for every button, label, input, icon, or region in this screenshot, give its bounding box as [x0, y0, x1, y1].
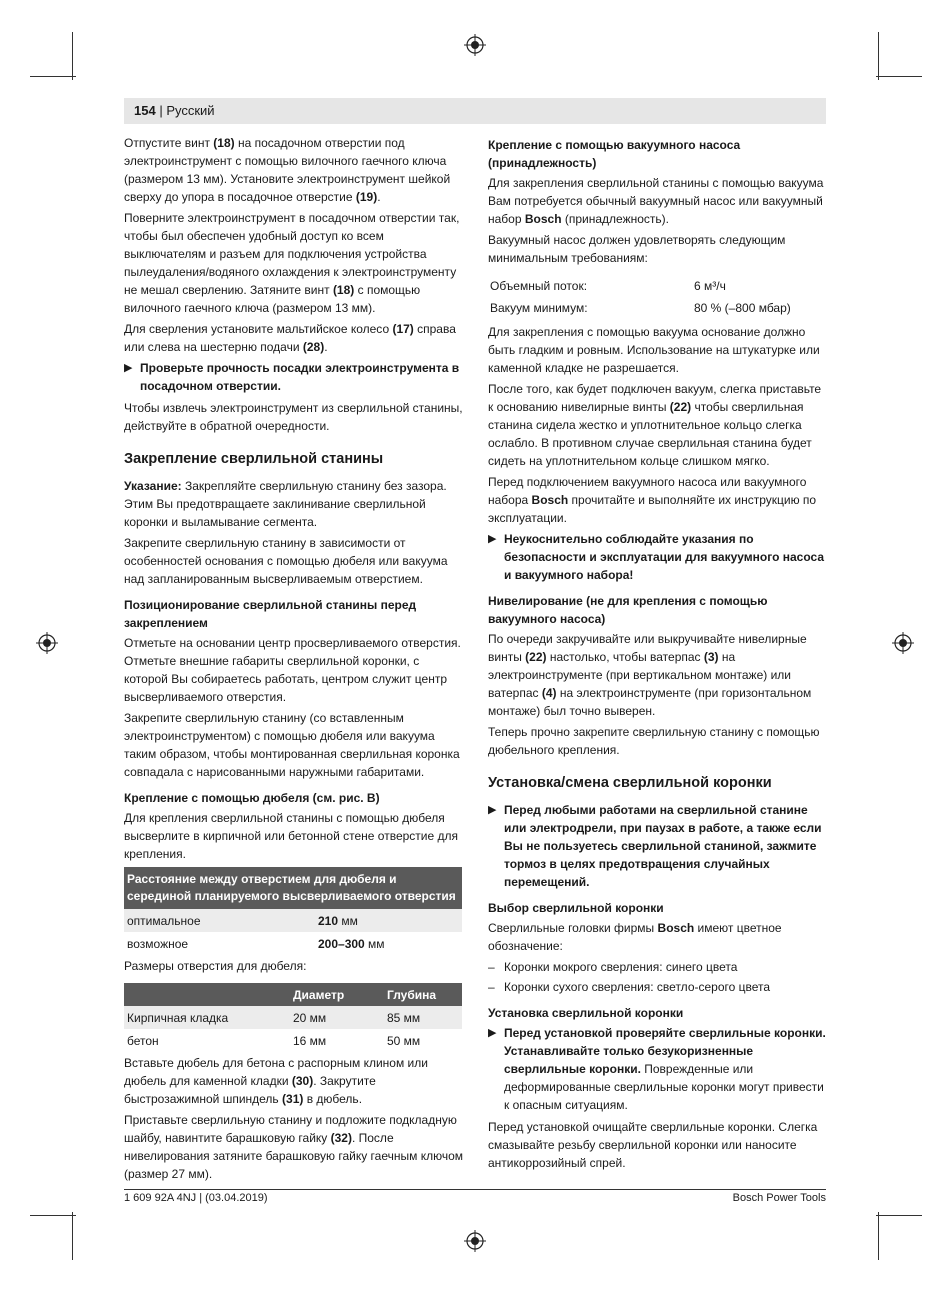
section-heading: Закрепление сверлильной станины: [124, 451, 384, 467]
paragraph: Для крепления сверлильной станины с помощью дюбеля высверлите в кирпичной или бетонной стене отверстие для крепления.: [124, 811, 459, 861]
left-column: [124, 134, 464, 1186]
registration-mark-icon: [464, 34, 486, 56]
triangle-bullet-icon: ▶: [124, 362, 133, 374]
list-item: – Коронки сухого сверления: светло-серого цвета: [488, 980, 771, 994]
warning-bullet: ▶ Неукоснительно соблюдайте указания по безопасности и эксплуатации для вакуумного насоса и вакуумного набора!: [488, 532, 825, 582]
crop-mark: [30, 76, 76, 77]
paragraph: Перед установкой очищайте сверлильные коронки. Слегка смазывайте резьбу сверлильной коронки или наносите антикоррозийный спрей.: [488, 1120, 818, 1170]
paragraph: Отметьте на основании центр просверливаемого отверстия. Отметьте внешние габариты сверлильной коронки, с которой Вы собираетесь работать, центром служит центр высверливаемого отверстия.: [124, 636, 461, 704]
subsection-heading: Крепление с помощью вакуумного насоса (принадлежность): [488, 138, 741, 170]
footer-brand: Bosch Power Tools: [732, 1192, 826, 1204]
paragraph: Вставьте дюбель для бетона с распорным клином или дюбель для каменной кладки (30). Закрутите быстрозажимной шпиндель (31) в дюбель.: [124, 1056, 428, 1106]
triangle-bullet-icon: ▶: [488, 804, 497, 816]
table-row: Вакуум минимум: 80 % (–800 мбар): [490, 301, 791, 315]
table-row: бетон 16 мм 50 мм: [127, 1033, 421, 1048]
vacuum-spec-table: [488, 275, 826, 319]
triangle-bullet-icon: ▶: [488, 1027, 497, 1039]
subsection-heading: Установка сверлильной коронки: [488, 1006, 684, 1020]
right-column: [488, 134, 828, 1175]
crop-mark: [30, 1215, 76, 1216]
paragraph: Вакуумный насос должен удовлетворять следующим минимальным требованиям:: [488, 233, 786, 265]
table-row: оптимальное 210 мм: [124, 909, 462, 932]
page-header-bar: [124, 98, 826, 124]
warning-bullet: ▶ Проверьте прочность посадки электроинструмента в посадочном отверстии.: [124, 361, 460, 393]
paragraph: Закрепите сверлильную станину в зависимости от особенностей основания с помощью дюбеля или вакуума над запланированным высверливаемым отверстием.: [124, 536, 448, 586]
paragraph: После того, как будет подключен вакуум, слегка приставьте к основанию нивелирные винты (22) чтобы сверлильная станина сидела жестко и уплотнительное кольцо слегка ослабло. В противном случае сверлильная станина будет сидеть на уплотнительном кольце слишком мягко.: [488, 382, 822, 468]
dowel-hole-size-table: [124, 983, 462, 1052]
paragraph: Отпустите винт (18) на посадочном отверстии под электроинструмент с помощью вилочного гаечного ключа (размером 13 мм). Установите электроинструмент шейкой сверху до упора в посадочное отверстие (19).: [124, 136, 451, 204]
table-header: Расстояние между отверстием для дюбеля и серединой планируемого высверливаемого отверстия: [124, 867, 462, 909]
dash-bullet: –: [488, 980, 495, 994]
paragraph: Для сверления установите мальтийское колесо (17) справа или слева на шестерню подачи (28).: [124, 322, 456, 354]
subsection-heading: Нивелирование (не для крепления с помощью вакуумного насоса): [488, 594, 768, 626]
table-header: Диаметр: [290, 983, 384, 1006]
page-number: 154: [134, 103, 156, 118]
footer-doc-id: 1 609 92A 4NJ | (03.04.2019): [124, 1192, 268, 1204]
crop-mark: [72, 1212, 73, 1260]
warning-bullet: ▶ Перед установкой проверяйте сверлильные коронки. Устанавливайте только безукоризненные сверлильные коронки. Поврежденные или деформированные сверлильные коронки могут привести к опасным ситуациям.: [488, 1026, 826, 1112]
table-header: [124, 983, 290, 1006]
crop-mark: [876, 1215, 922, 1216]
registration-mark-icon: [36, 632, 58, 654]
paragraph: Размеры отверстия для дюбеля:: [124, 959, 307, 973]
paragraph: Поверните электроинструмент в посадочном отверстии так, чтобы был обеспечен удобный доступ ко всем выключателям и разъем для подключения устройства пылеудаления/водяного охлаждения к электроинструменту не мешал сверлению. Затяните винт (18) с помощью вилочного гаечного ключа (размером 13 мм).: [124, 211, 460, 315]
paragraph: Перед подключением вакуумного насоса или вакуумного набора Bosch прочитайте и выполняйте их инструкцию по эксплуатации.: [488, 475, 817, 525]
crop-mark: [878, 32, 879, 80]
triangle-bullet-icon: ▶: [488, 533, 497, 545]
registration-mark-icon: [464, 1230, 486, 1252]
page-language: Русский: [166, 103, 215, 118]
registration-mark-icon: [892, 632, 914, 654]
subsection-heading: Позиционирование сверлильной станины перед закреплением: [124, 598, 417, 630]
subsection-heading: Крепление с помощью дюбеля (см. рис. B): [124, 791, 380, 805]
dowel-distance-table: [124, 867, 462, 955]
paragraph: Чтобы извлечь электроинструмент из сверлильной станины, действуйте в обратной очередности.: [124, 401, 463, 433]
table-row: Кирпичная кладка 20 мм 85 мм: [124, 1006, 462, 1029]
page-header: 154 | Русский: [134, 103, 215, 118]
footer-rule: [124, 1189, 826, 1190]
subsection-heading: Выбор сверлильной коронки: [488, 901, 664, 915]
dash-bullet: –: [488, 960, 495, 974]
paragraph: Теперь прочно закрепите сверлильную станину с помощью дюбельного крепления.: [488, 725, 820, 757]
crop-mark: [876, 76, 922, 77]
paragraph: Сверлильные головки фирмы Bosch имеют цветное обозначение:: [488, 921, 782, 953]
table-header: Глубина: [384, 983, 462, 1006]
paragraph: Указание: Закрепляйте сверлильную станину без зазора. Этим Вы предотвращаете заклинивание сверлильной коронки и выламывание сегмента.: [124, 479, 447, 529]
warning-bullet: ▶ Перед любыми работами на сверлильной станине или электродрели, при паузах в работе, а также если Вы не пользуетесь сверлильной станиной, зажмите тормоз в целях предотвращения случайных перемещений.: [488, 803, 822, 889]
paragraph: Приставьте сверлильную станину и подложите подкладную шайбу, навинтите барашковую гайку (32). После нивелирования затяните барашковую гайку гаечным ключом (размер 27 мм).: [124, 1113, 463, 1181]
table-row: возможное 200–300 мм: [127, 936, 385, 951]
crop-mark: [72, 32, 73, 80]
section-heading: Установка/смена сверлильной коронки: [488, 775, 772, 791]
crop-mark: [878, 1212, 879, 1260]
paragraph: Для закрепления сверлильной станины с помощью вакуума Вам потребуется обычный вакуумный насос или вакуумный набор Bosch (принадлежность).: [488, 176, 824, 226]
table-row: Объемный поток: 6 м³/ч: [490, 279, 726, 293]
paragraph: Закрепите сверлильную станину (со вставленным электроинструментом) с помощью дюбеля или вакуума таким образом, чтобы монтированная сверлильная коронка совпадала с нарисованными наружными габаритами.: [124, 711, 460, 779]
paragraph: По очереди закручивайте или выкручивайте нивелирные винты (22) настолько, чтобы ватерпас (3) на электроинструменте (при вертикальном монтаже) или ватерпас (4) на электроинструменте (при горизонтальном монтаже) был точно выверен.: [488, 632, 812, 718]
paragraph: Для закрепления с помощью вакуума основание должно быть гладким и ровным. Использование на штукатурке или каменной кладке не разрешается.: [488, 325, 820, 375]
list-item: – Коронки мокрого сверления: синего цвета: [488, 960, 738, 974]
